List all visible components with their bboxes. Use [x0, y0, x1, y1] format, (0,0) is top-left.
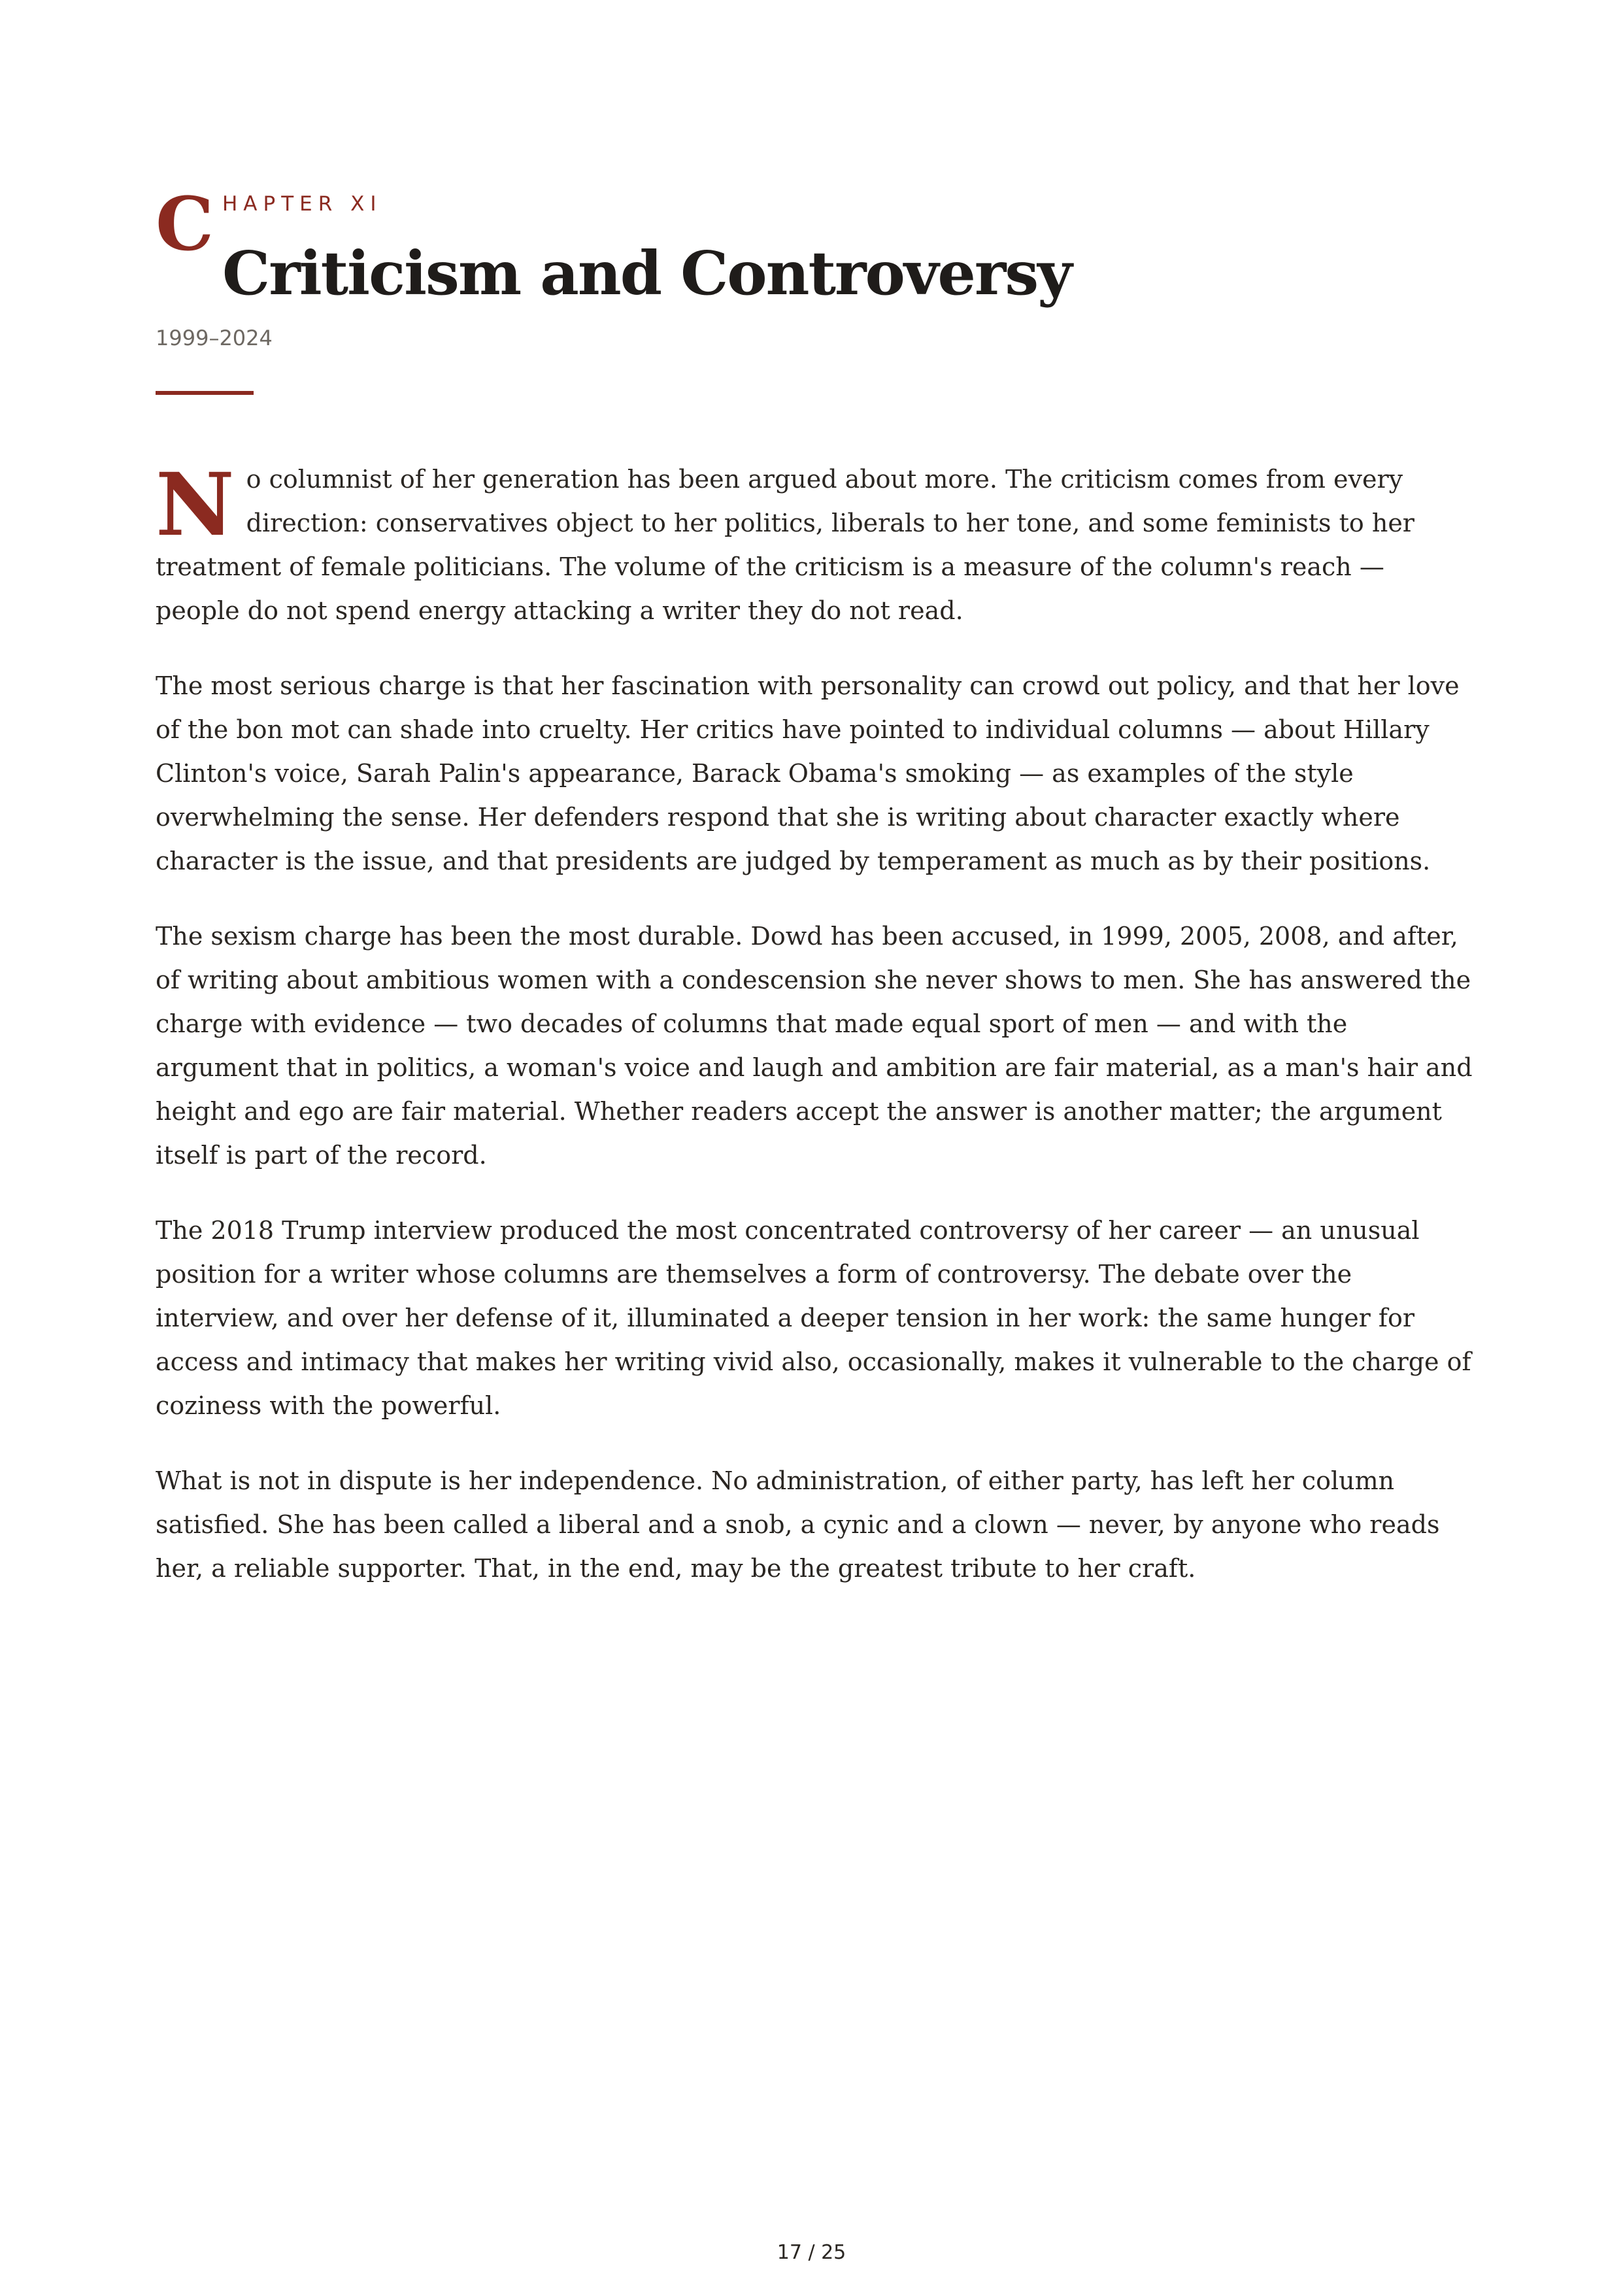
drop-cap: N — [156, 454, 235, 556]
paragraph-2: The most serious charge is that her fascination with personality can crowd out policy, and that her love of the bon mot can shade into cruelty. Her critics have pointed to individual columns — about Hillary Clinton's voice, Sarah Palin's appearance, Barack Obama's smoking — as examples of the style overwhelming the sense. Her defenders respond that she is writing about character exactly where character is the issue, and that presidents are judged by temperament as much as by their positions. — [156, 671, 1460, 875]
paragraph-1-text: o columnist of her generation has been argued about more. The criticism comes from every direction: conservatives object to her politics, liberals to her tone, and some feminists to her treatment of female politicians. The volume of the criticism is a measure of the column's reach — people do not spend energy attacking a writer they do not read. — [156, 465, 1414, 625]
paragraph-3: The sexism charge has been the most durable. Dowd has been accused, in 1999, 2005, 2008, and after, of writing about ambitious women with a condescension she never shows to men. She has answered the charge with evidence — two decades of columns that made equal sport of men — and with the argument that in politics, a woman's voice and laugh and ambition are fair material, as a man's hair and height and ego are fair material. Whether readers accept the answer is another matter; the argument itself is part of the record. — [156, 922, 1473, 1170]
chapter-years: 1999–2024 — [156, 326, 273, 350]
accent-rule — [156, 391, 254, 395]
chapter-initial: C — [156, 182, 214, 267]
chapter-label: HAPTER XI — [222, 192, 382, 216]
paragraph-4: The 2018 Trump interview produced the most concentrated controversy of her career — an unusual position for a writer whose columns are themselves a form of controversy. The debate over the interview, and over her defense of it, illuminated a deeper tension in her work: the same hunger for access and intimacy that makes her writing vivid also, occasionally, makes it vulnerable to the charge of coziness with the powerful. — [156, 1216, 1471, 1420]
paragraph-1 — [156, 454, 1476, 633]
chapter-title: Criticism and Controversy — [222, 238, 1071, 309]
chapter-body — [156, 454, 1476, 1622]
paragraph-5: What is not in dispute is her independence. No administration, of either party, has left her column satisfied. She has been called a liberal and a snob, a cynic and a clown — never, by anyone who reads her, a reliable supporter. That, in the end, may be the greatest tribute to her craft. — [156, 1466, 1440, 1583]
page-number: 17 / 25 — [777, 2241, 846, 2264]
